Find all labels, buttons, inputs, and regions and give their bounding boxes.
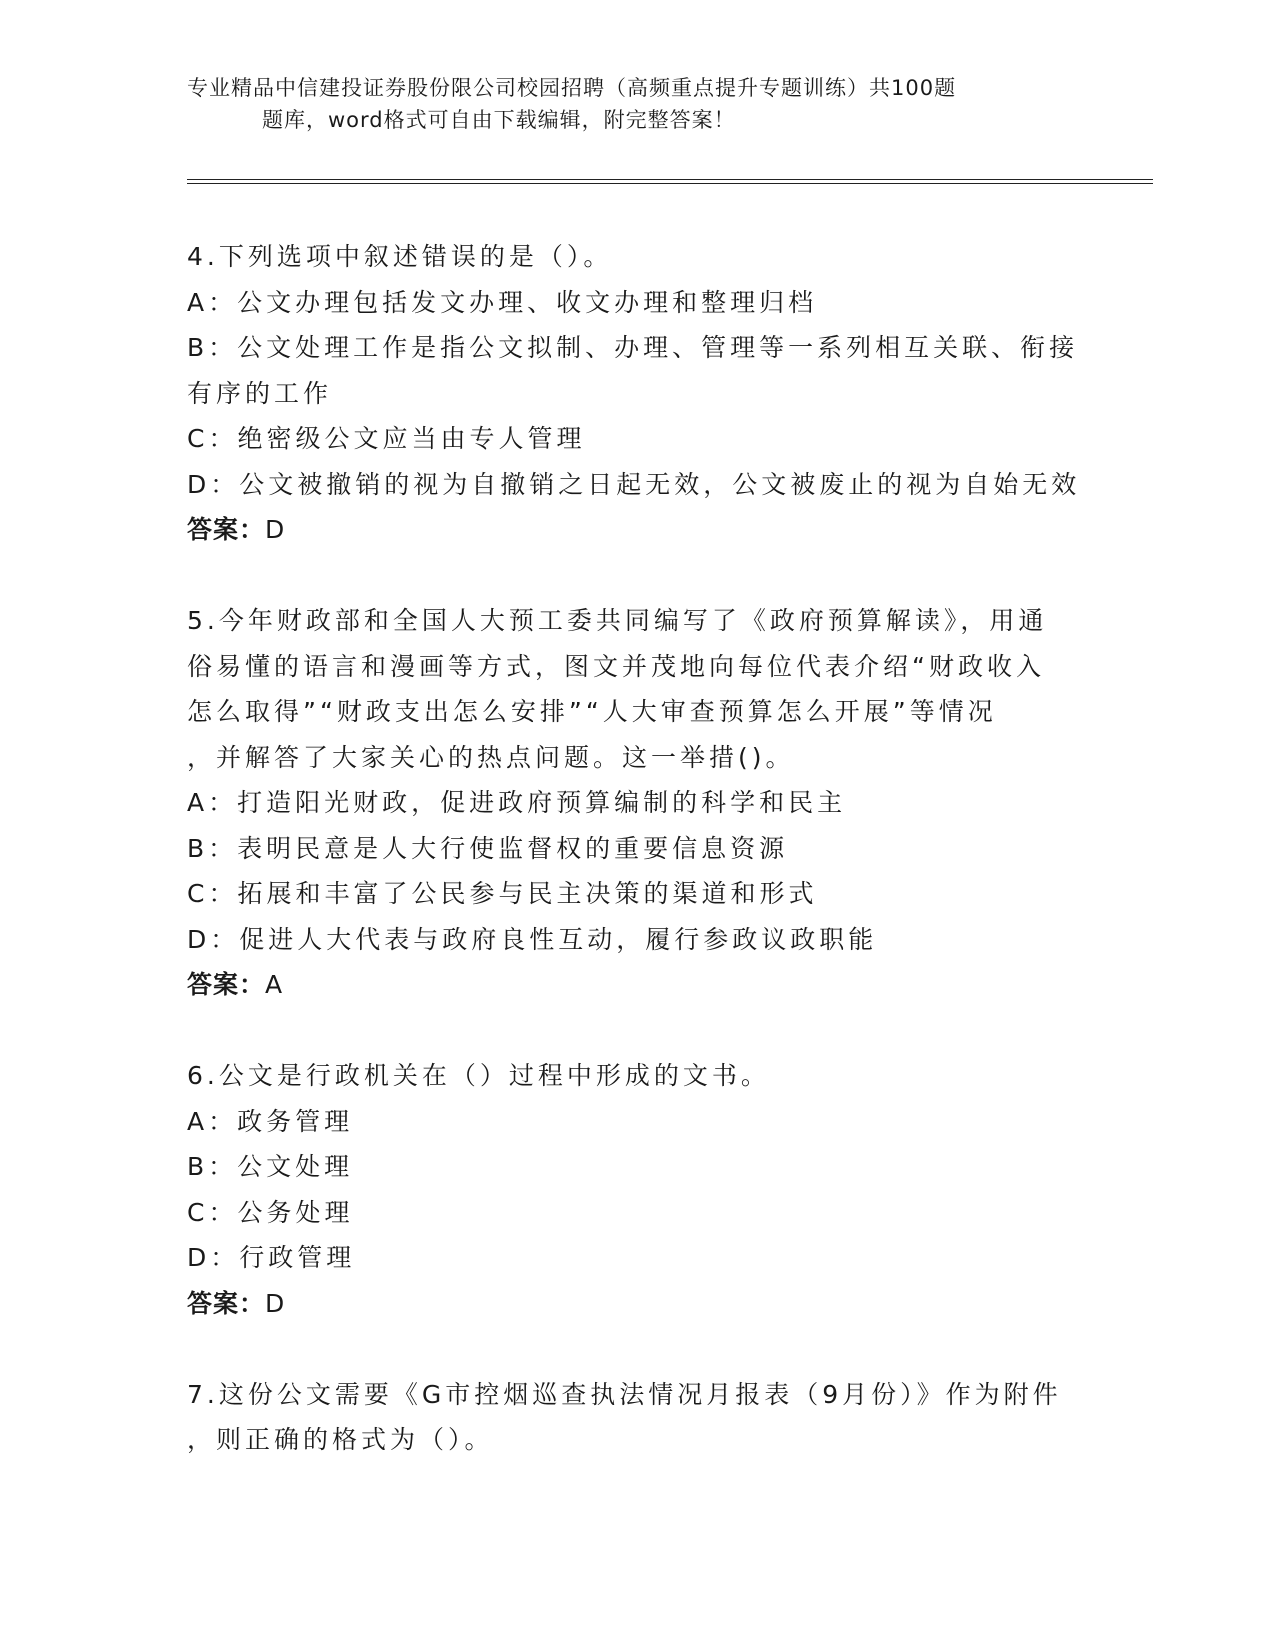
question-stem-continued: 怎么取得”“财政支出怎么安排”“人大审查预算怎么开展”等情况 xyxy=(187,697,997,726)
document-header xyxy=(187,72,1067,136)
question-spacer xyxy=(187,553,1077,599)
question-stem-continued: ，并解答了大家关心的热点问题。这一举措()。 xyxy=(187,742,795,772)
answer-label: 答案： xyxy=(187,515,266,544)
question-block xyxy=(187,1372,1077,1463)
option-d: D：公文被撤销的视为自撤销之日起无效，公文被废止的视为自始无效 xyxy=(187,469,1081,499)
answer-value: D xyxy=(265,1288,286,1318)
option-b-continued: 有序的工作 xyxy=(187,378,333,408)
header-rule-top xyxy=(187,179,1153,180)
question-block xyxy=(187,234,1081,553)
header-rule-bottom xyxy=(187,183,1153,184)
question-stem-continued: ，则正确的格式为（）。 xyxy=(187,1425,494,1454)
question-stem-continued: 俗易懂的语言和漫画等方式，图文并茂地向每位代表介绍“财政收入 xyxy=(187,651,1045,681)
answer-value: A xyxy=(265,970,284,999)
header-title-line2: 题库，word格式可自由下载编辑，附完整答案！ xyxy=(262,108,736,132)
answer-label: 答案： xyxy=(187,970,266,999)
option-d: D：促进人大代表与政府良性互动，履行参政议政职能 xyxy=(187,924,878,954)
option-d: D：行政管理 xyxy=(187,1243,356,1272)
option-c: C：拓展和丰富了公民参与民主决策的渠道和形式 xyxy=(187,879,818,908)
question-stem: 6.公文是行政机关在（）过程中形成的文书。 xyxy=(187,1061,770,1090)
option-a: A：打造阳光财政，促进政府预算编制的科学和民主 xyxy=(187,788,847,817)
question-spacer xyxy=(187,1326,1077,1372)
option-a: A：政务管理 xyxy=(187,1106,354,1136)
answer-line xyxy=(187,507,1077,553)
answer-value: D xyxy=(265,515,286,544)
option-b: B：表明民意是人大行使监督权的重要信息资源 xyxy=(187,833,789,863)
answer-label: 答案： xyxy=(187,1288,266,1318)
question-stem: 4.下列选项中叙述错误的是（）。 xyxy=(187,242,613,271)
option-c: C：绝密级公文应当由专人管理 xyxy=(187,424,586,453)
question-stem: 5.今年财政部和全国人大预工委共同编写了《政府预算解读》，用通 xyxy=(187,606,1048,635)
question-stem: 7.这份公文需要《G市控烟巡查执法情况月报表（9月份）》作为附件 xyxy=(187,1379,1062,1409)
option-b: B：公文处理工作是指公文拟制、办理、管理等一系列相互关联、衔接 xyxy=(187,333,1079,362)
answer-line xyxy=(187,1281,1077,1327)
header-title-line1: 专业精品中信建投证券股份限公司校园招聘（高频重点提升专题训练）共100题 xyxy=(187,76,957,100)
question-list xyxy=(187,234,1081,1463)
option-c: C：公务处理 xyxy=(187,1197,354,1227)
option-a: A：公文办理包括发文办理、收文办理和整理归档 xyxy=(187,287,818,317)
option-b: B：公文处理 xyxy=(187,1152,354,1181)
question-spacer xyxy=(187,1008,1077,1054)
answer-line xyxy=(187,962,1077,1008)
question-block xyxy=(187,598,1077,1008)
question-block xyxy=(187,1053,1077,1326)
